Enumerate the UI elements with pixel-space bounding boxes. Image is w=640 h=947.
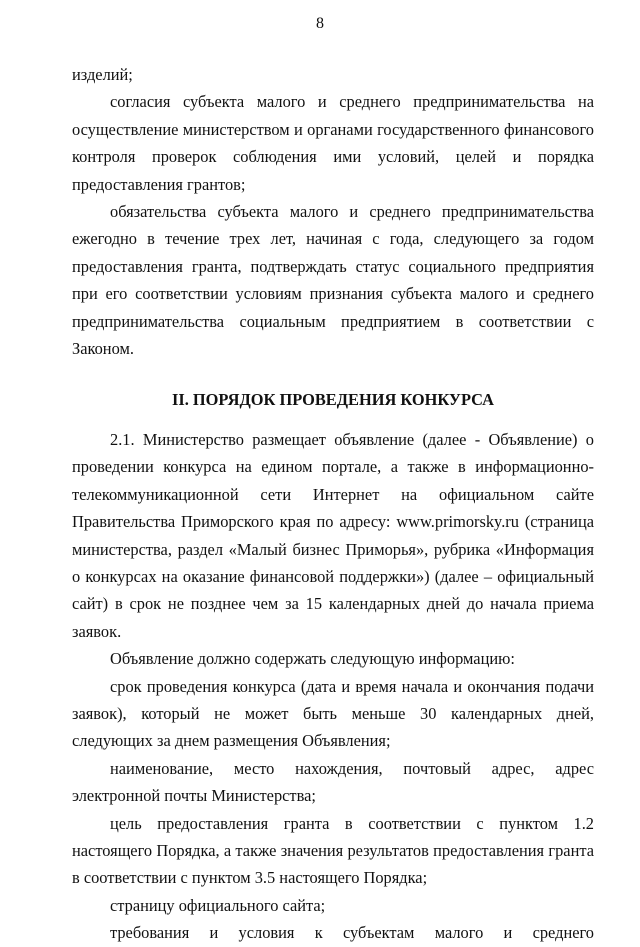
paragraph-consent: согласия субъекта малого и среднего предпринимательства на осуществление министерством и органами государственного финансового контроля проверок соблюдения ими условий, целей и порядка предоставления грантов; [72, 92, 594, 194]
paragraph-obligation: обязательства субъекта малого и среднего предпринимательства ежегодно в течение трех лет, начиная с года, следующего за годом предоставления гранта, подтверждать статус социального предприятия при его соответствии условиям признания субъекта малого и среднего предпринимательства социальным предприятием в соответствии с Законом. [72, 202, 594, 359]
paragraph-requirements: требования и условия к субъектам малого и среднего [110, 923, 594, 943]
page-number: 8 [316, 15, 324, 32]
paragraph-ministry-address: наименование, место нахождения, почтовый адрес, адрес электронной почты Министерства; [72, 758, 594, 806]
paragraph-announcement-content: Объявление должно содержать следующую информацию: [110, 649, 515, 669]
document-body [72, 61, 594, 947]
paragraph-2-1: 2.1. Министерство размещает объявление (далее - Объявление) о проведении конкурса на едином портале, а также в информационно-телекоммуникационной сети Интернет на официальном сайте Правительства Приморского края по адресу: www.primorsky.ru (страница министерства, раздел «Малый бизнес Приморья», рубрика «Информация о конкурсах на оказание финансовой поддержки») (далее – официальный сайт) в срок не позднее чем за 15 календарных дней до начала приема заявок. [72, 429, 594, 641]
paragraph-grant-purpose: цель предоставления гранта в соответствии с пунктом 1.2 настоящего Порядка, а также значения результатов предоставления гранта в соответствии с пунктом 3.5 настоящего Порядка; [72, 813, 594, 888]
paragraph-continuation: изделий; [72, 65, 133, 84]
section-heading: II. ПОРЯДОК ПРОВЕДЕНИЯ КОНКУРСА [171, 390, 495, 410]
paragraph-site-page: страницу официального сайта; [110, 895, 326, 915]
paragraph-contest-term: срок проведения конкурса (дата и время начала и окончания подачи заявок), который не может быть меньше 30 календарных дней, следующих за днем размещения Объявления; [72, 676, 594, 751]
